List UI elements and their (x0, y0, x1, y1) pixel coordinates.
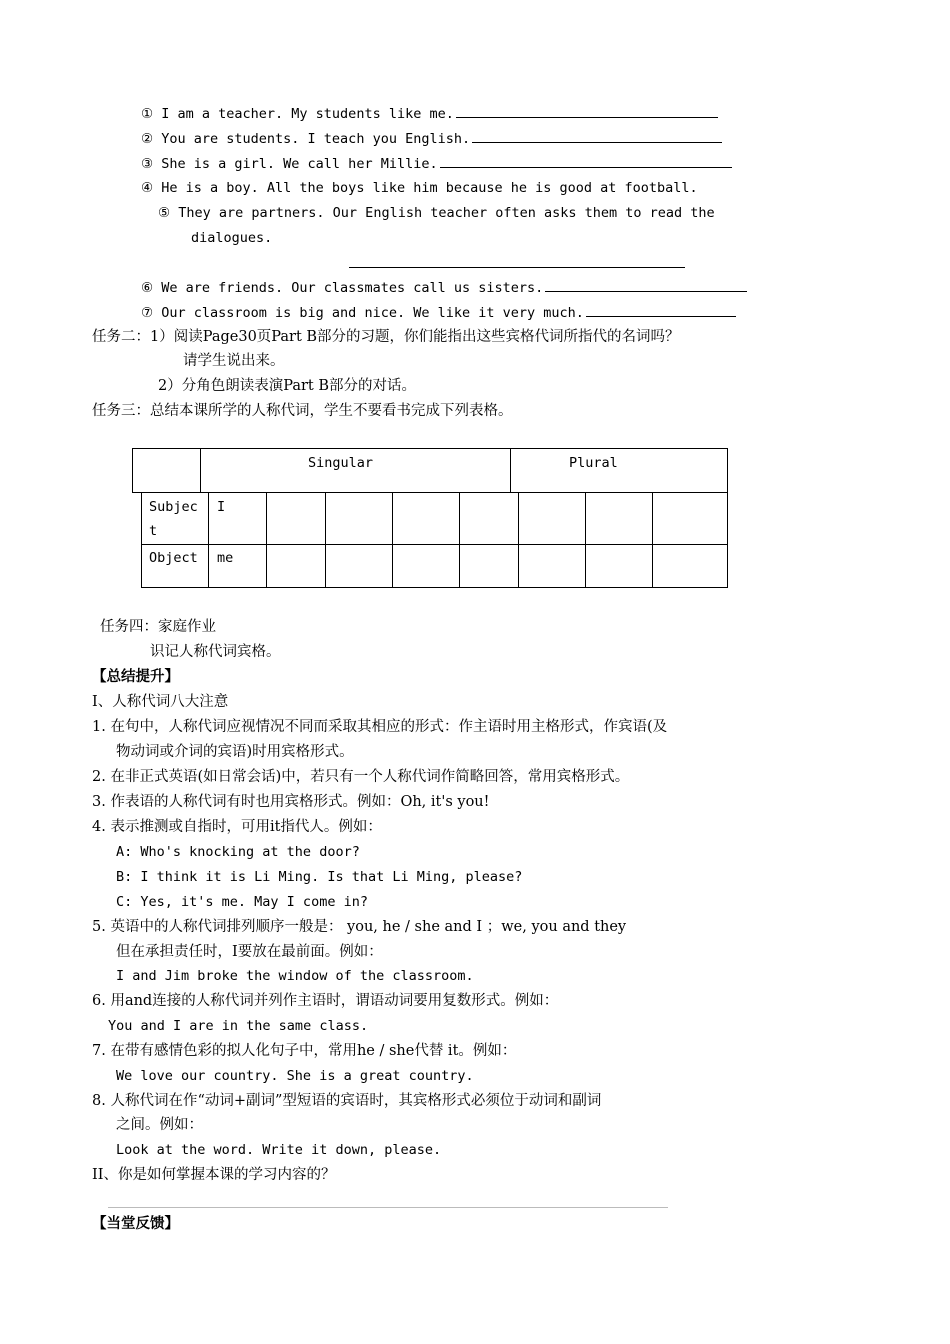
exercise-text: You are students. I teach you English. (161, 131, 471, 147)
col-divider (459, 493, 460, 587)
col-divider (518, 493, 519, 587)
table-divider (510, 449, 511, 492)
exercise-text: She is a girl. We call her Millie. (161, 156, 438, 172)
row-divider (142, 544, 728, 545)
summary-item: 4. 表示推测或自指时，可用it指代人。例如： (92, 819, 382, 835)
answer-blank[interactable] (586, 303, 736, 317)
exercise-number: ⑥ (141, 280, 154, 296)
exercise-text: They are partners. Our English teacher often asks them to read the (178, 205, 715, 221)
header-plural: Plural (569, 455, 618, 471)
cell-subject-first: I (217, 499, 226, 515)
exercise-5 (158, 204, 715, 222)
summary-heading: 【总结提升】 (92, 668, 179, 685)
summary-item: 5. 英语中的人称代词排列顺序一般是： you, he / she and I ；we, you and they (92, 919, 627, 935)
example-line: We love our country. She is a great country. (116, 1068, 474, 1084)
col-divider (585, 493, 586, 587)
summary-section2: II、你是如何掌握本课的学习内容的？ (92, 1167, 336, 1183)
exercise-number: ② (141, 131, 154, 147)
feedback-heading: 【当堂反馈】 (92, 1215, 179, 1232)
summary-item: 之间。例如： (116, 1117, 203, 1133)
col-divider (208, 493, 209, 587)
task3: 任务三：总结本课所学的人称代词，学生不要看书完成下列表格。 (92, 403, 513, 419)
col-divider (325, 493, 326, 587)
exercise-number: ③ (141, 156, 154, 172)
exercise-number: ⑤ (158, 205, 171, 221)
header-singular: Singular (308, 455, 374, 471)
answer-blank[interactable] (456, 104, 718, 118)
exercise-2 (141, 129, 722, 148)
task2-line3: 2）分角色朗读表演Part B部分的对话。 (158, 378, 416, 394)
exercise-number: ① (141, 106, 154, 122)
summary-item: 但在承担责任时，I要放在最前面。例如： (116, 944, 383, 960)
summary-item: 3. 作表语的人称代词有时也用宾格形式。例如：Oh, it's you! (92, 794, 490, 810)
col-divider (652, 493, 653, 587)
exercise-text: We are friends. Our classmates call us sisters. (161, 280, 544, 296)
summary-item: 6. 用and连接的人称代词并列作主语时，谓语动词要用复数形式。例如： (92, 993, 559, 1009)
col-divider (392, 493, 393, 587)
example-line: C: Yes, it's me. May I come in? (116, 894, 368, 910)
row-label-subject-wrap: t (149, 523, 158, 539)
row-label-subject: Subjec (149, 499, 198, 515)
task2-line2: 请学生说出来。 (183, 353, 285, 369)
exercise-4 (141, 179, 698, 197)
answer-line[interactable] (108, 1207, 668, 1208)
exercise-number: ④ (141, 180, 154, 196)
summary-item: 7. 在带有感情色彩的拟人化句子中，常用he / she代替 it。例如： (92, 1043, 517, 1059)
task2-line1: 任务二：1）阅读Page30页Part B部分的习题，你们能指出这些宾格代词所指代的名词吗？ (92, 329, 680, 345)
task4-text: 识记人称代词宾格。 (150, 644, 281, 660)
table-divider (200, 449, 201, 492)
exercise-text: I am a teacher. My students like me. (161, 106, 454, 122)
answer-blank[interactable] (545, 278, 747, 292)
answer-blank[interactable] (472, 129, 722, 143)
exercise-3 (141, 154, 732, 173)
col-divider (266, 493, 267, 587)
summary-item: 物动词或介词的宾语)时用宾格形式。 (116, 744, 354, 760)
example-line: You and I are in the same class. (108, 1018, 369, 1034)
pronoun-table-header (132, 448, 728, 493)
task4-title: 任务四：家庭作业 (100, 619, 216, 635)
example-line: B: I think it is Li Ming. Is that Li Ming, please? (116, 869, 523, 885)
summary-item: 8. 人称代词在作“动词+副词”型短语的宾语时，其宾格形式必须位于动词和副词 (92, 1093, 602, 1109)
answer-blank[interactable] (349, 267, 685, 268)
answer-blank[interactable] (440, 154, 732, 168)
exercise-1 (141, 104, 718, 123)
example-line: I and Jim broke the window of the classroom. (116, 968, 474, 984)
exercise-7 (141, 303, 736, 322)
summary-item: 1. 在句中，人称代词应视情况不同而采取其相应的形式：作主语时用主格形式，作宾语(及 (92, 719, 668, 735)
example-line: Look at the word. Write it down, please. (116, 1142, 442, 1158)
example-line: A: Who's knocking at the door? (116, 844, 360, 860)
exercise-5-continued (191, 229, 272, 247)
summary-item: 2. 在非正式英语(如日常会话)中，若只有一个人称代词作简略回答，常用宾格形式。 (92, 769, 630, 785)
exercise-number: ⑦ (141, 305, 154, 321)
exercise-6 (141, 278, 747, 297)
cell-object-first: me (217, 550, 234, 566)
row-label-object: Object (149, 550, 198, 566)
pronoun-table-body (141, 492, 728, 588)
summary-section1: I、人称代词八大注意 (92, 694, 229, 710)
exercise-text: Our classroom is big and nice. We like it very much. (161, 305, 584, 321)
exercise-text: dialogues. (191, 230, 273, 246)
exercise-text: He is a boy. All the boys like him because he is good at football. (161, 180, 698, 196)
